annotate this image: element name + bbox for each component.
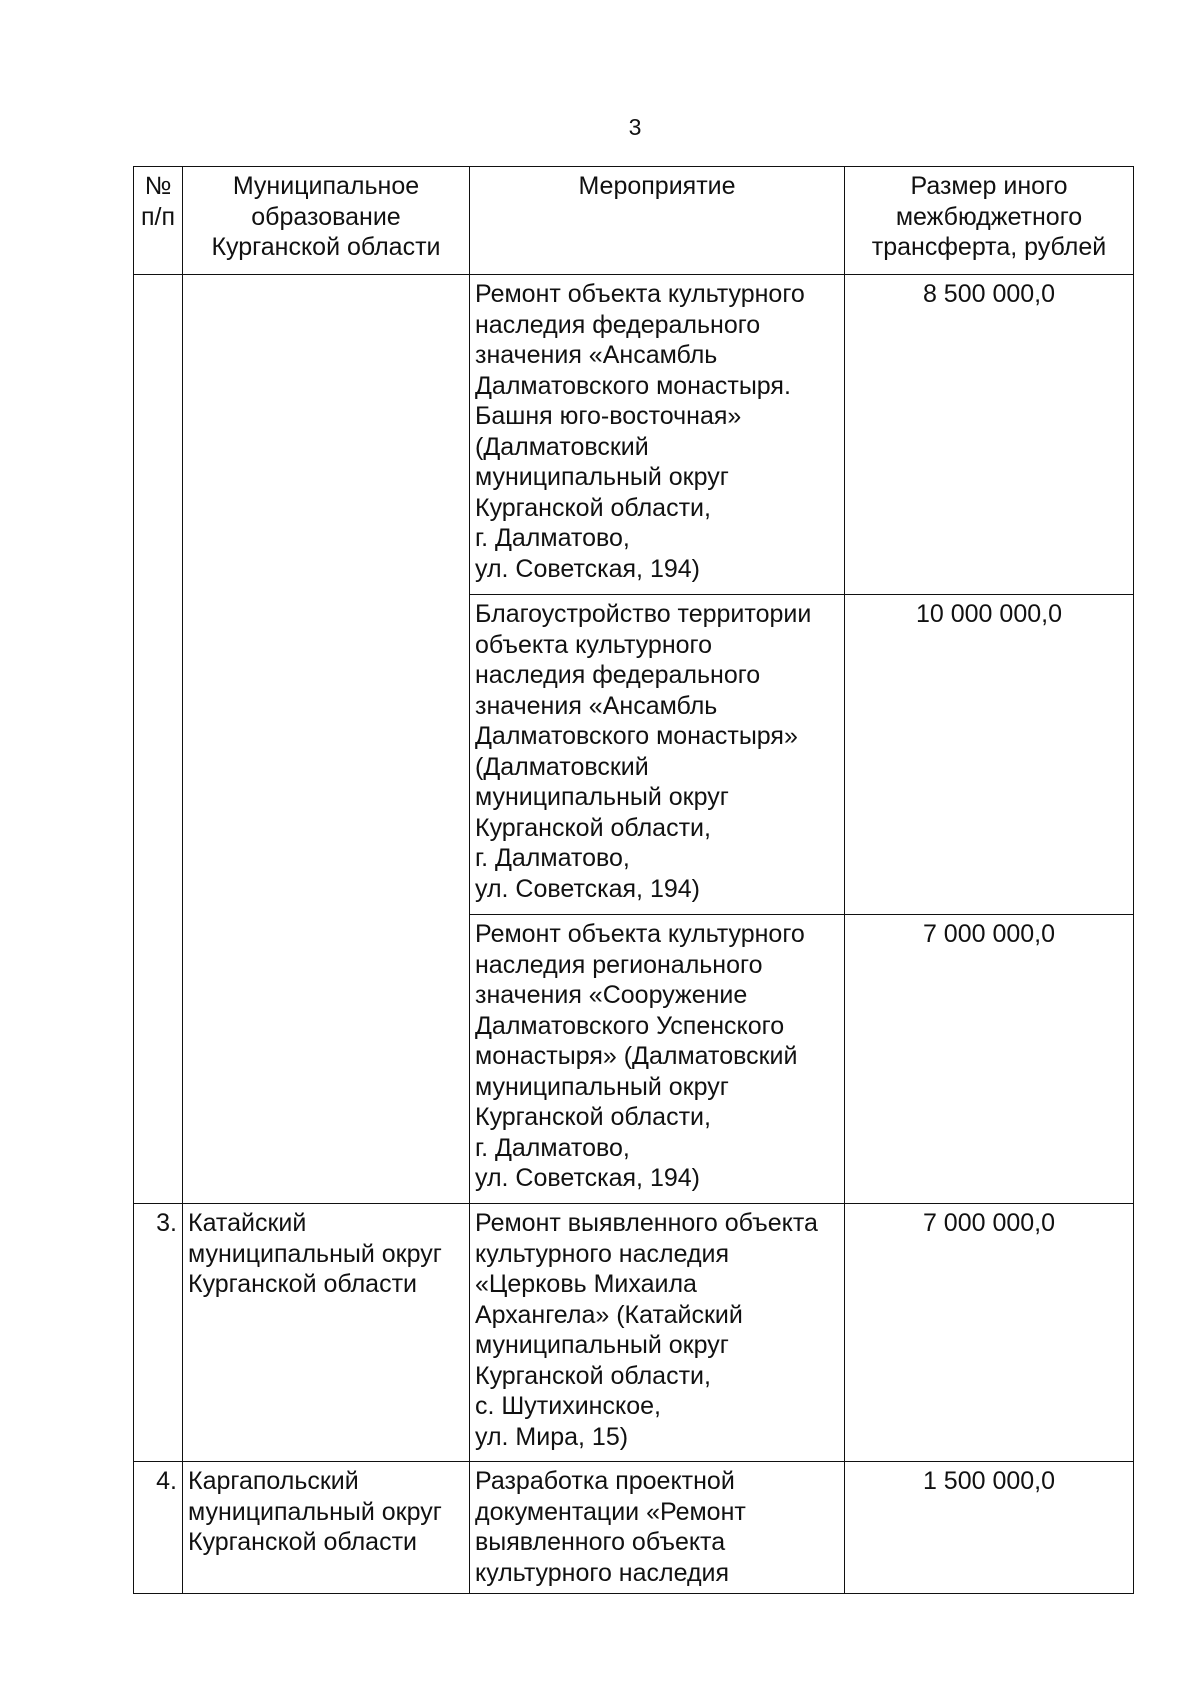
row-amount: 7 000 000,0 [845,915,1134,1204]
header-municipality: Муниципальное образование Курганской области [183,167,470,275]
row-municipality: Катайский муниципальный округ Курганской области [183,1204,470,1462]
row-amount: 8 500 000,0 [845,275,1134,595]
row-event: Разработка проектной документации «Ремонт выявленного объекта культурного наследия [470,1462,845,1594]
table-row [134,1462,1134,1594]
row-municipality [183,275,470,1204]
row-event: Благоустройство территории объекта культурного наследия федерального значения «Ансамбль Далматовского монастыря» (Далматовский муниципальный округ Курганской области, г. Далматово, ул. Советская, 194) [470,595,845,915]
row-municipality: Каргапольский муниципальный округ Курганской области [183,1462,470,1594]
row-amount: 1 500 000,0 [845,1462,1134,1594]
row-number: 3. [134,1204,183,1462]
transfer-table [133,166,1134,1594]
header-amount: Размер иного межбюджетного трансферта, рублей [845,167,1134,275]
row-number [134,275,183,1204]
row-event: Ремонт объекта культурного наследия федерального значения «Ансамбль Далматовского монастыря. Башня юго-восточная» (Далматовский муниципальный округ Курганской области, г. Далматово, ул. Советская, 194) [470,275,845,595]
row-event: Ремонт объекта культурного наследия регионального значения «Сооружение Далматовского Успенского монастыря» (Далматовский муниципальный округ Курганской области, г. Далматово, ул. Советская, 194) [470,915,845,1204]
row-event: Ремонт выявленного объекта культурного наследия «Церковь Михаила Архангела» (Катайский муниципальный округ Курганской области, с. Шутихинское, ул. Мира, 15) [470,1204,845,1462]
table-row [134,1204,1134,1462]
table-row [134,275,1134,595]
row-number: 4. [134,1462,183,1594]
page-number: 3 [628,114,642,140]
row-amount: 10 000 000,0 [845,595,1134,915]
header-number: № п/п [134,167,183,275]
row-amount: 7 000 000,0 [845,1204,1134,1462]
header-event: Мероприятие [470,167,845,275]
table-header-row [134,167,1134,275]
